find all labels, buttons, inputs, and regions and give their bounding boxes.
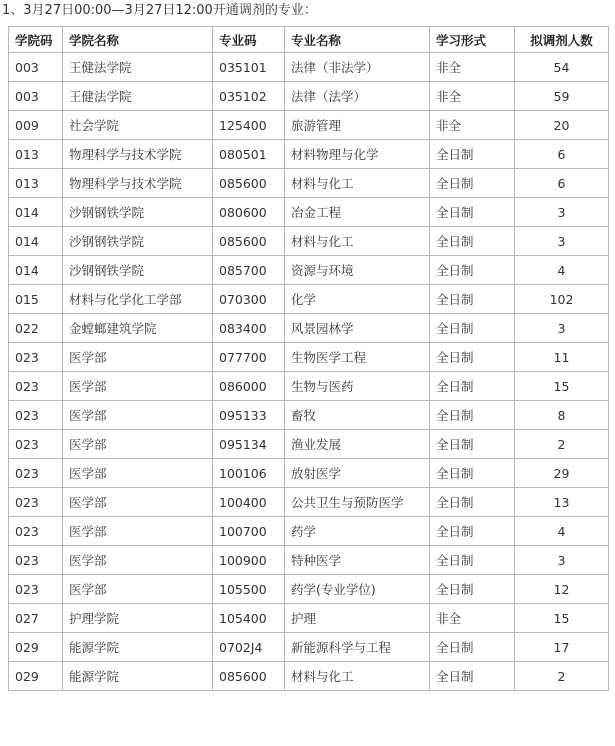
major-name-cell: 材料与化工 [285, 662, 430, 691]
study-mode-cell: 全日制 [430, 575, 515, 604]
table-row [9, 662, 609, 691]
study-mode-cell: 全日制 [430, 459, 515, 488]
college-name-cell: 医学部 [63, 430, 213, 459]
study-mode-cell: 全日制 [430, 517, 515, 546]
study-mode-cell: 全日制 [430, 633, 515, 662]
major-name-cell: 公共卫生与预防医学 [285, 488, 430, 517]
table-row [9, 198, 609, 227]
major-name-cell: 特种医学 [285, 546, 430, 575]
quota-cell: 54 [515, 53, 609, 82]
col-header-major-code: 专业码 [213, 27, 285, 53]
major-code-cell: 085700 [213, 256, 285, 285]
study-mode-cell: 全日制 [430, 546, 515, 575]
study-mode-cell: 全日制 [430, 169, 515, 198]
major-code-cell: 085600 [213, 169, 285, 198]
study-mode-cell: 非全 [430, 111, 515, 140]
table-row [9, 633, 609, 662]
table-row [9, 372, 609, 401]
major-name-cell: 化学 [285, 285, 430, 314]
college-name-cell: 医学部 [63, 488, 213, 517]
major-name-cell: 药学 [285, 517, 430, 546]
study-mode-cell: 全日制 [430, 401, 515, 430]
major-code-cell: 095134 [213, 430, 285, 459]
table-row [9, 604, 609, 633]
major-name-cell: 冶金工程 [285, 198, 430, 227]
college-name-cell: 沙钢钢铁学院 [63, 227, 213, 256]
college-code-cell: 014 [9, 227, 63, 256]
study-mode-cell: 非全 [430, 53, 515, 82]
table-row [9, 53, 609, 82]
college-code-cell: 027 [9, 604, 63, 633]
major-code-cell: 085600 [213, 227, 285, 256]
quota-cell: 4 [515, 517, 609, 546]
college-code-cell: 029 [9, 662, 63, 691]
college-code-cell: 029 [9, 633, 63, 662]
table-row [9, 314, 609, 343]
college-code-cell: 023 [9, 343, 63, 372]
table-header-row [9, 27, 609, 53]
college-name-cell: 医学部 [63, 343, 213, 372]
college-name-cell: 沙钢钢铁学院 [63, 198, 213, 227]
college-code-cell: 003 [9, 53, 63, 82]
major-name-cell: 畜牧 [285, 401, 430, 430]
quota-cell: 29 [515, 459, 609, 488]
major-name-cell: 旅游管理 [285, 111, 430, 140]
major-name-cell: 护理 [285, 604, 430, 633]
college-code-cell: 023 [9, 372, 63, 401]
major-code-cell: 035102 [213, 82, 285, 111]
table-row [9, 169, 609, 198]
table-row [9, 430, 609, 459]
study-mode-cell: 全日制 [430, 285, 515, 314]
major-name-cell: 材料物理与化学 [285, 140, 430, 169]
college-name-cell: 医学部 [63, 459, 213, 488]
college-code-cell: 023 [9, 575, 63, 604]
quota-cell: 15 [515, 372, 609, 401]
table-row [9, 575, 609, 604]
college-name-cell: 王健法学院 [63, 53, 213, 82]
college-code-cell: 013 [9, 169, 63, 198]
table-row [9, 488, 609, 517]
college-code-cell: 013 [9, 140, 63, 169]
college-name-cell: 金螳螂建筑学院 [63, 314, 213, 343]
college-name-cell: 物理科学与技术学院 [63, 169, 213, 198]
major-code-cell: 100400 [213, 488, 285, 517]
college-code-cell: 003 [9, 82, 63, 111]
quota-cell: 3 [515, 546, 609, 575]
study-mode-cell: 全日制 [430, 256, 515, 285]
quota-cell: 17 [515, 633, 609, 662]
major-name-cell: 材料与化工 [285, 227, 430, 256]
study-mode-cell: 非全 [430, 604, 515, 633]
major-code-cell: 095133 [213, 401, 285, 430]
quota-cell: 20 [515, 111, 609, 140]
college-name-cell: 能源学院 [63, 662, 213, 691]
college-code-cell: 022 [9, 314, 63, 343]
col-header-study-mode: 学习形式 [430, 27, 515, 53]
major-code-cell: 035101 [213, 53, 285, 82]
major-code-cell: 105500 [213, 575, 285, 604]
college-code-cell: 015 [9, 285, 63, 314]
major-name-cell: 材料与化工 [285, 169, 430, 198]
quota-cell: 3 [515, 314, 609, 343]
table-row [9, 343, 609, 372]
quota-cell: 3 [515, 227, 609, 256]
quota-cell: 6 [515, 140, 609, 169]
col-header-major-name: 专业名称 [285, 27, 430, 53]
major-code-cell: 080600 [213, 198, 285, 227]
table-row [9, 401, 609, 430]
table-row [9, 82, 609, 111]
quota-cell: 13 [515, 488, 609, 517]
major-name-cell: 放射医学 [285, 459, 430, 488]
page-heading: 1、3月27日00:00—3月27日12:00开通调剂的专业： [2, 3, 317, 18]
college-name-cell: 医学部 [63, 517, 213, 546]
study-mode-cell: 全日制 [430, 140, 515, 169]
college-name-cell: 材料与化学化工学部 [63, 285, 213, 314]
college-name-cell: 医学部 [63, 401, 213, 430]
study-mode-cell: 全日制 [430, 343, 515, 372]
major-name-cell: 生物与医药 [285, 372, 430, 401]
major-code-cell: 100106 [213, 459, 285, 488]
table-row [9, 459, 609, 488]
table-row [9, 111, 609, 140]
table-row [9, 546, 609, 575]
college-code-cell: 009 [9, 111, 63, 140]
adjustment-majors-table [8, 26, 609, 691]
major-code-cell: 083400 [213, 314, 285, 343]
quota-cell: 8 [515, 401, 609, 430]
major-name-cell: 生物医学工程 [285, 343, 430, 372]
quota-cell: 15 [515, 604, 609, 633]
college-name-cell: 医学部 [63, 575, 213, 604]
study-mode-cell: 全日制 [430, 198, 515, 227]
college-code-cell: 023 [9, 546, 63, 575]
college-name-cell: 物理科学与技术学院 [63, 140, 213, 169]
college-code-cell: 023 [9, 459, 63, 488]
college-name-cell: 沙钢钢铁学院 [63, 256, 213, 285]
study-mode-cell: 全日制 [430, 314, 515, 343]
quota-cell: 59 [515, 82, 609, 111]
college-name-cell: 医学部 [63, 546, 213, 575]
major-code-cell: 0702J4 [213, 633, 285, 662]
major-name-cell: 药学(专业学位) [285, 575, 430, 604]
college-code-cell: 014 [9, 198, 63, 227]
college-name-cell: 医学部 [63, 372, 213, 401]
major-code-cell: 077700 [213, 343, 285, 372]
major-code-cell: 080501 [213, 140, 285, 169]
table-row [9, 517, 609, 546]
study-mode-cell: 全日制 [430, 372, 515, 401]
major-code-cell: 086000 [213, 372, 285, 401]
table-row [9, 285, 609, 314]
major-name-cell: 渔业发展 [285, 430, 430, 459]
college-code-cell: 023 [9, 488, 63, 517]
college-code-cell: 023 [9, 517, 63, 546]
major-code-cell: 070300 [213, 285, 285, 314]
major-name-cell: 法律（非法学） [285, 53, 430, 82]
table-row [9, 140, 609, 169]
table-row [9, 256, 609, 285]
study-mode-cell: 全日制 [430, 430, 515, 459]
major-code-cell: 125400 [213, 111, 285, 140]
study-mode-cell: 全日制 [430, 227, 515, 256]
study-mode-cell: 全日制 [430, 662, 515, 691]
major-code-cell: 085600 [213, 662, 285, 691]
col-header-college-name: 学院名称 [63, 27, 213, 53]
study-mode-cell: 非全 [430, 82, 515, 111]
col-header-college-code: 学院码 [9, 27, 63, 53]
quota-cell: 4 [515, 256, 609, 285]
college-name-cell: 护理学院 [63, 604, 213, 633]
college-code-cell: 023 [9, 430, 63, 459]
quota-cell: 3 [515, 198, 609, 227]
major-name-cell: 新能源科学与工程 [285, 633, 430, 662]
table-body [9, 53, 609, 691]
quota-cell: 12 [515, 575, 609, 604]
major-name-cell: 法律（法学） [285, 82, 430, 111]
quota-cell: 2 [515, 430, 609, 459]
college-name-cell: 能源学院 [63, 633, 213, 662]
quota-cell: 2 [515, 662, 609, 691]
study-mode-cell: 全日制 [430, 488, 515, 517]
quota-cell: 6 [515, 169, 609, 198]
table-row [9, 227, 609, 256]
college-name-cell: 社会学院 [63, 111, 213, 140]
major-code-cell: 105400 [213, 604, 285, 633]
major-code-cell: 100700 [213, 517, 285, 546]
col-header-quota: 拟调剂人数 [515, 27, 609, 53]
college-code-cell: 014 [9, 256, 63, 285]
quota-cell: 102 [515, 285, 609, 314]
major-name-cell: 资源与环境 [285, 256, 430, 285]
major-code-cell: 100900 [213, 546, 285, 575]
quota-cell: 11 [515, 343, 609, 372]
major-name-cell: 风景园林学 [285, 314, 430, 343]
college-code-cell: 023 [9, 401, 63, 430]
table-header [9, 27, 609, 53]
college-name-cell: 王健法学院 [63, 82, 213, 111]
